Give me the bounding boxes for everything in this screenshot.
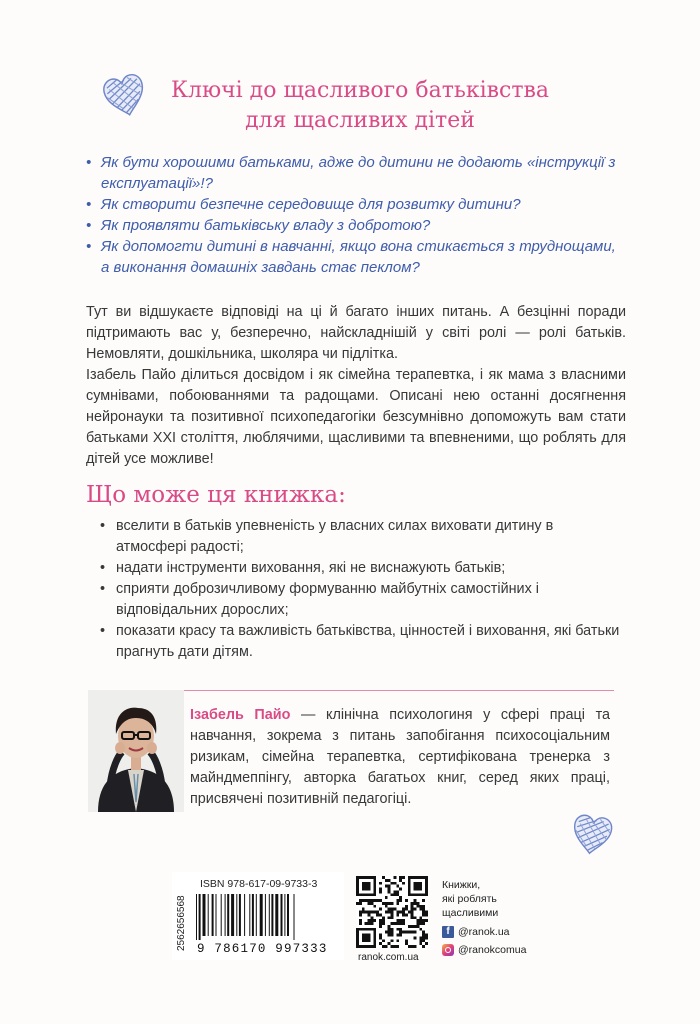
author-description: — клінічна психологиня у сфері праці та навчання, зокрема з питань запобігання психосоціальним ризикам, сімейна терапевтка, сертифікована тренерка з майндмеппінгу, авторка багатьох книг, серед яких праці, присвячені позитивній педагогіці. — [190, 707, 611, 807]
barcode-digits: 9 786170 997333 — [197, 942, 328, 956]
author-divider — [180, 690, 614, 691]
barcode — [194, 894, 340, 940]
question-item: • Як створити безпечне середовище для розвитку дитини? — [86, 194, 626, 215]
publisher-slogan — [442, 878, 552, 920]
slogan-line: Книжки, — [442, 879, 481, 891]
intro-paragraph: Тут ви відшукаєте відповіді на ці й багато інших питань. А безцінні поради підтримають вас у, безперечно, найскладнішій у світі ролі — ролі батьків. Немовляти, дошкільника, школяра чи підлітка. — [86, 304, 626, 362]
author-bio — [190, 705, 610, 810]
questions-list — [86, 152, 626, 278]
slogan-line: які роблять — [442, 893, 497, 905]
isbn-text: ISBN 978-617-09-9733-3 — [200, 878, 318, 890]
facebook-link — [442, 926, 510, 938]
heart-icon — [96, 65, 153, 127]
publisher-site: ranok.com.ua — [358, 952, 419, 963]
features-list — [100, 516, 620, 663]
heart-icon — [567, 809, 617, 861]
intro-text — [86, 302, 626, 470]
vertical-code-text: 2562656568 — [176, 895, 187, 951]
author-name: Ізабель Пайо — [190, 707, 291, 723]
question-item: • Як бути хорошими батьками, адже до дитини не додають «інструкції з експлуатації»!? — [86, 152, 626, 194]
book-tagline — [150, 76, 570, 136]
intro-paragraph: Ізабель Пайо ділиться досвідом і як сімейна терапевтка, і як мама з власними сумнівами, побоюваннями та радощами. Описані нею останні досягнення нейронауки та позитивної психопедагогіки безсумнівно допоможуть вам стати батьками XXI століття, люблячими, щасливими та впевненими, що роблять для дітей усе можливе! — [86, 367, 626, 467]
feature-item: • показати красу та важливість батьківства, цінностей і виховання, які батьки прагнуть дати дітям. — [100, 621, 620, 663]
feature-item: • сприяти доброзичливому формуванню майбутніх самостійних і відповідальних дорослих; — [100, 579, 620, 621]
question-item: • Як проявляти батьківську владу з добротою? — [86, 215, 626, 236]
question-item: • Як допомогти дитині в навчанні, якщо вона стикається з труднощами, а виконання домашніх завдань стає пеклом? — [86, 236, 626, 278]
feature-item: • вселити в батьків упевненість у власних силах виховати дитину в атмосфері радості; — [100, 516, 620, 558]
facebook-icon: f — [442, 926, 454, 938]
vertical-code — [173, 880, 187, 952]
instagram-link — [442, 944, 526, 956]
slogan-line: щасливими — [442, 907, 499, 919]
qr-code — [356, 876, 428, 948]
features-title: Що може ця книжка: — [86, 482, 346, 508]
tagline-line-2: для щасливих дітей — [245, 108, 475, 133]
facebook-handle: @ranok.ua — [458, 926, 510, 938]
author-photo — [88, 690, 184, 812]
feature-item: • надати інструменти виховання, які не виснажують батьків; — [100, 558, 620, 579]
tagline-line-1: Ключі до щасливого батьківства — [170, 78, 550, 103]
instagram-icon — [442, 944, 454, 956]
instagram-handle: @ranokcomua — [458, 944, 527, 956]
